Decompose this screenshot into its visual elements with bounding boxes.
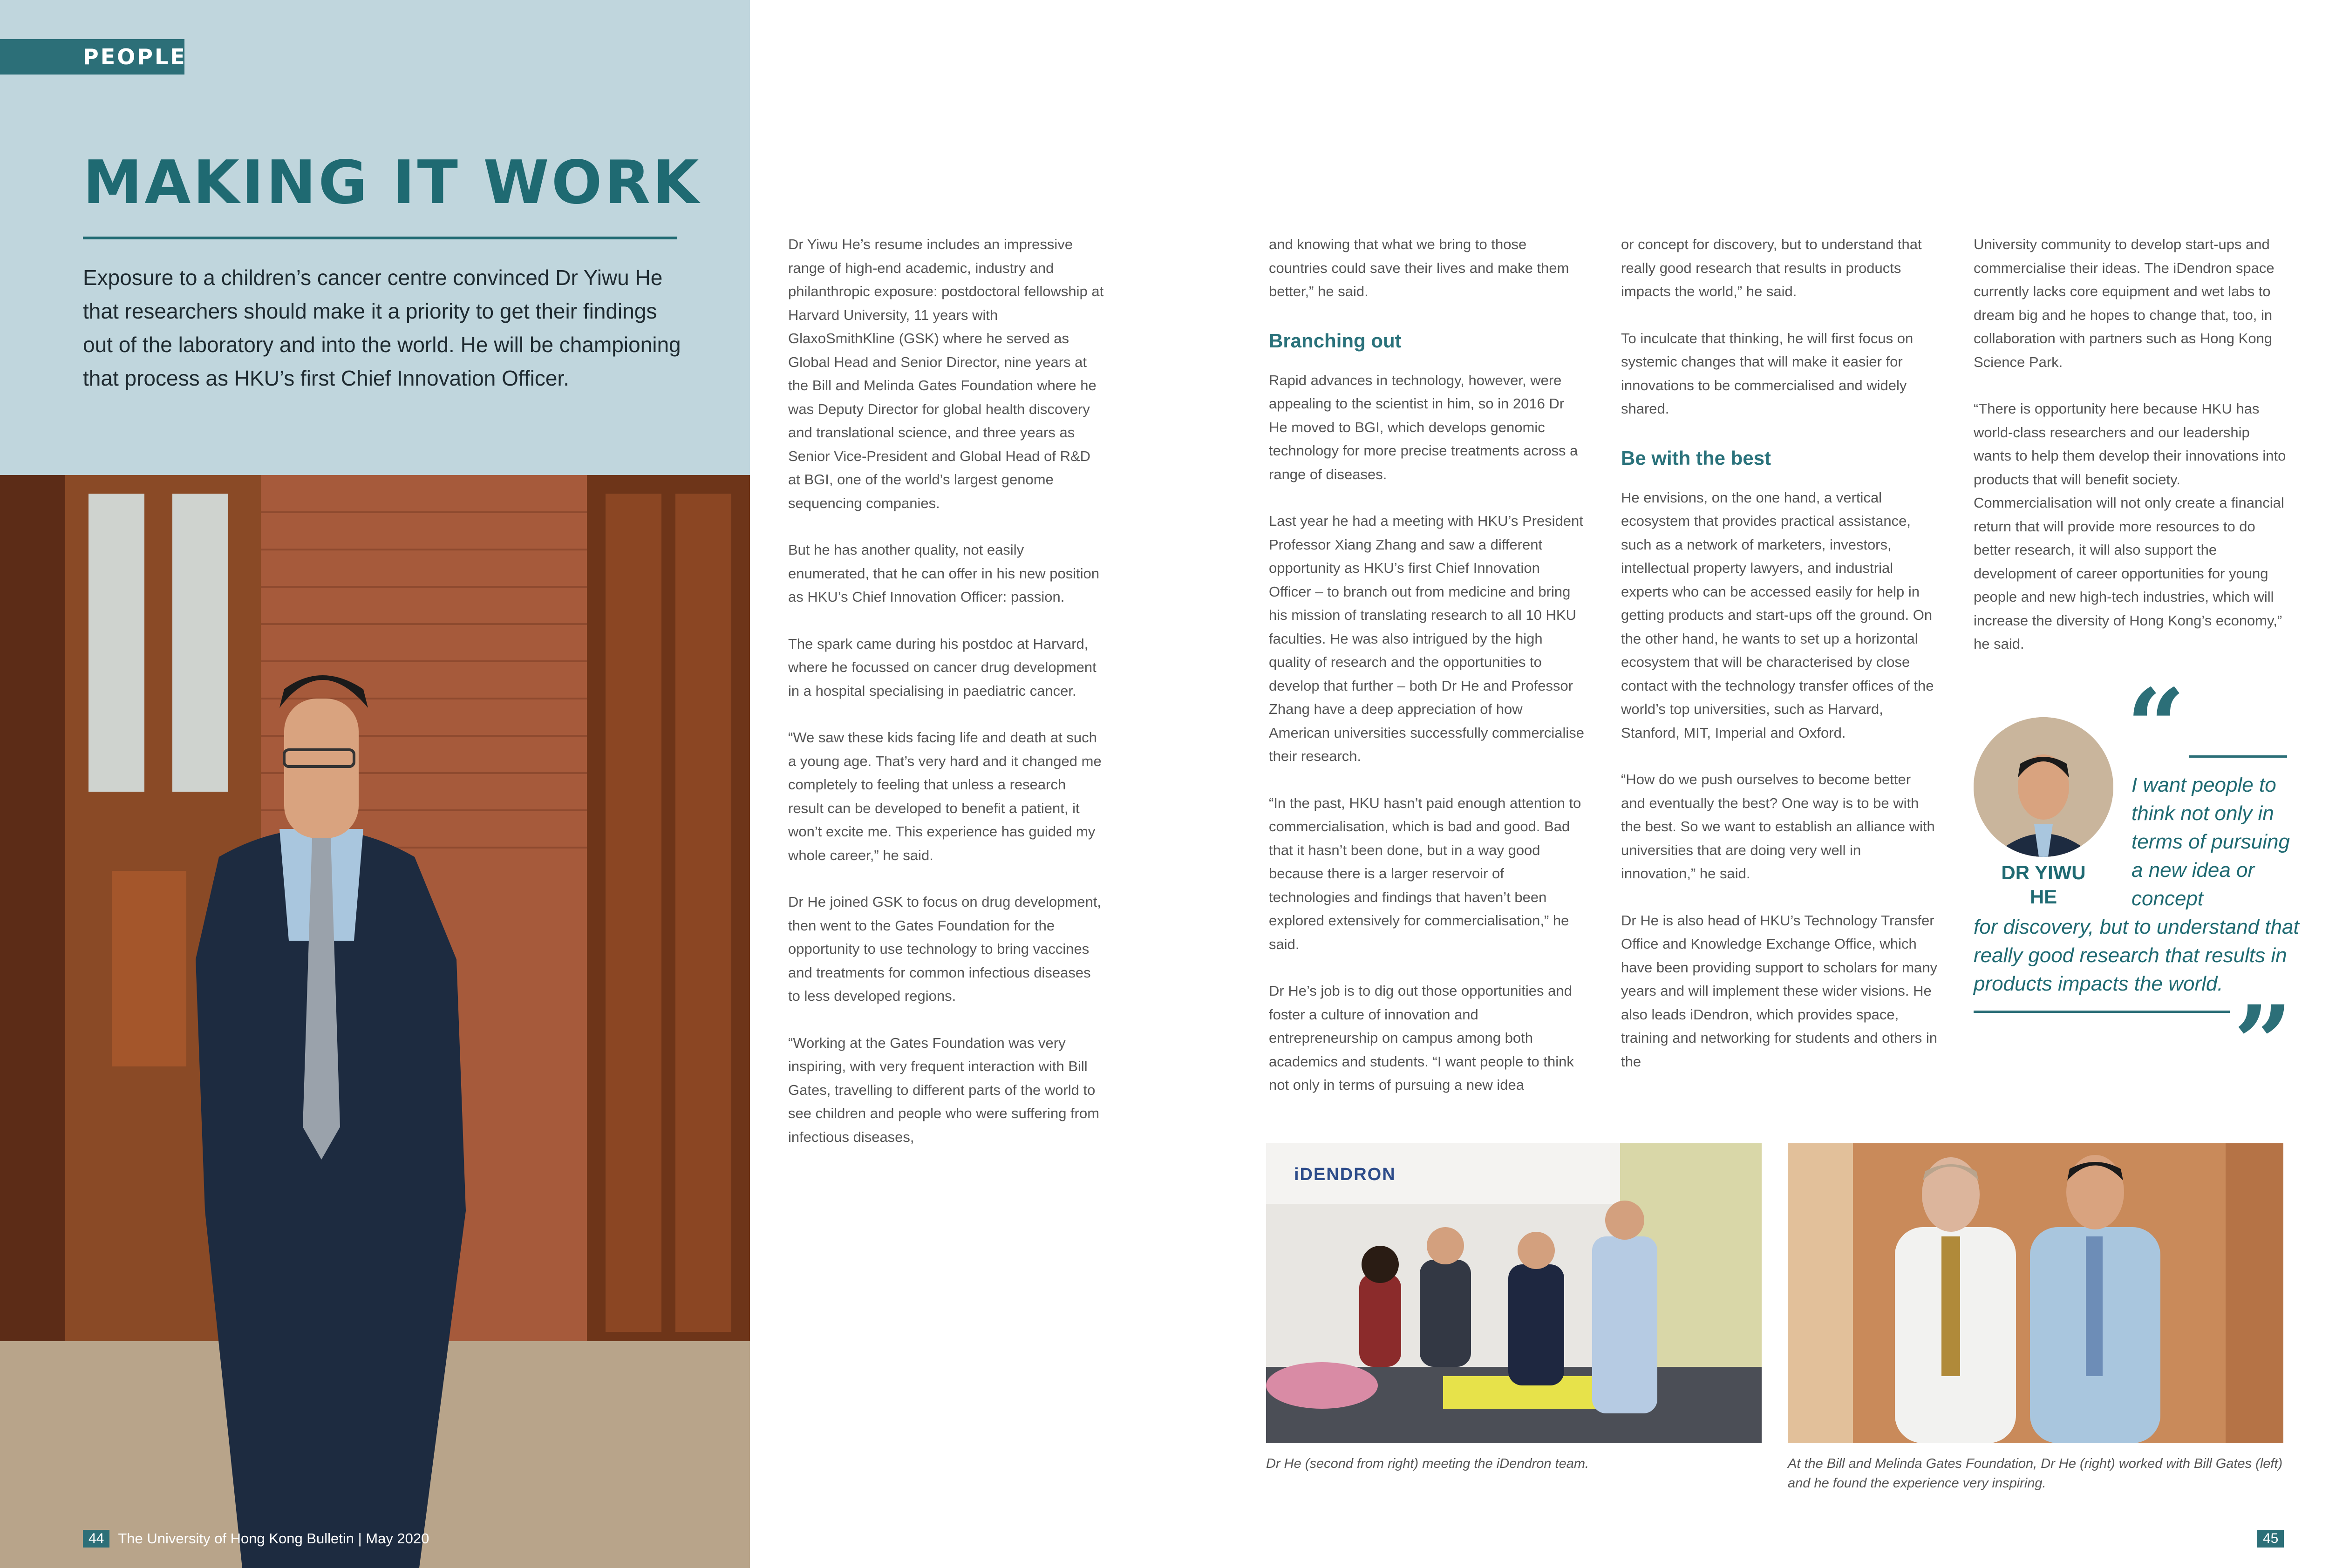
pullquote-text-part2: for discovery, but to understand that really good research that results in products impacts the world.	[1974, 916, 2299, 995]
idendron-sign: iDENDRON	[1294, 1165, 1396, 1184]
subhead-branching-out: Branching out	[1269, 329, 1402, 352]
paragraph: “How do we push ourselves to become better and eventually the best? One way is to be with the best. So we want to establish an alliance with universities that are doing very well in innovation,” he said.	[1621, 771, 1935, 882]
paragraph: or concept for discovery, but to understand that really good research that results in products impacts the world,” he said.	[1621, 236, 1922, 299]
column-1	[788, 233, 1105, 1172]
pullquote-rule-bottom	[1974, 1011, 2230, 1013]
article-standfirst: Exposure to a children’s cancer centre convinced Dr Yiwu He that researchers should make it a priority to get their findings out of the laboratory and into the world. He will be championing that process as HKU’s first Chief Innovation Officer.	[83, 265, 681, 390]
paragraph: The spark came during his postdoc at Harvard, where he focussed on cancer drug development in a hospital specialising in paediatric cancer.	[788, 635, 1096, 699]
paragraph: Last year he had a meeting with HKU’s President Professor Xiang Zhang and saw a different opportunity as HKU’s first Chief Innovation Officer – to branch out from medicine and bring his mission of translating research to all 10 HKU faculties. He was also intrigued by the high quality of research and the opportunities to develop that further – both Dr He and Professor Zhang have a deep appreciation of how American universities successfully commercialise their research.	[1269, 513, 1585, 764]
page-number-left: 44	[83, 1530, 109, 1548]
photo-caption-1: Dr He (second from right) meeting the iDendron team.	[1266, 1456, 1589, 1471]
column-4	[1974, 233, 2290, 679]
photo-caption-2: At the Bill and Melinda Gates Foundation, Dr He (right) worked with Bill Gates (left) and he found the experience very inspiring.	[1788, 1456, 2283, 1491]
pullquote-name-line1: DR YIWU	[2001, 862, 2086, 883]
paragraph: Dr He joined GSK to focus on drug development, then went to the Gates Foundation for the opportunity to use technology to bring vaccines and treatments for common infectious diseases to less developed regions.	[788, 894, 1102, 1004]
footer-left	[83, 1530, 429, 1548]
footer-right	[2257, 1530, 2284, 1548]
subhead-be-with-the-best: Be with the best	[1621, 447, 1771, 469]
headline-rule	[83, 237, 677, 239]
page-number-right: 45	[2257, 1530, 2284, 1548]
paragraph: “There is opportunity here because HKU has world-class researchers and our leadership wants to help them develop their innovations into products that will benefit society. Commercialisation will not only create a financial return that will provide more resources to do better research, it will also support the development of career opportunities for young people and new high-tech industries, which will increase the diversity of Hong Kong’s economy,” he said.	[1974, 400, 2286, 652]
section-tag	[0, 39, 187, 75]
section-tag-label: PEOPLE	[83, 44, 187, 69]
close-quote-icon: ”	[2234, 983, 2293, 1103]
gates-photo	[1788, 1143, 2283, 1443]
paragraph: “Working at the Gates Foundation was very inspiring, with very frequent interaction with Bill Gates, travelling to different parts of the world to see children and people who were suffering from infectious diseases,	[788, 1034, 1100, 1145]
paragraph: He envisions, on the one hand, a vertical ecosystem that provides practical assistance, such as a network of marketers, investors, intellectual property lawyers, and industrial experts who can be accessed easily for help in getting products and start-ups off the ground. On the other hand, he wants to set up a horizontal ecosystem that will be characterised by close contact with the technology transfer offices of the world’s top universities, such as Harvard, Stanford, MIT, Imperial and Oxford.	[1621, 489, 1934, 741]
paragraph: Dr Yiwu He’s resume includes an impressive range of high-end academic, industry and philanthropic exposure: postdoctoral fellowship at Harvard University, 11 years with GlaxoSmithKline (GSK) where he served as Global Head and Senior Director, nine years at the Bill and Melinda Gates Foundation where he was Deputy Director for global health discovery and translational science, and three years as Senior Vice-President and Global Head of R&D at BGI, one of the world’s largest genome sequencing companies.	[788, 236, 1104, 511]
pullquote-text-part1: I want people to think not only in terms of pursuing a new idea or concept	[2132, 774, 2290, 910]
column-3	[1621, 233, 1938, 1097]
pullquote-name	[1977, 861, 2110, 909]
paragraph: Rapid advances in technology, however, were appealing to the scientist in him, so in 2016 Dr He moved to BGI, which develops genomic technology for more precise treatments across a range of diseases.	[1269, 372, 1578, 482]
article-headline: MAKING IT WORK	[83, 148, 701, 217]
paragraph: Dr He is also head of HKU’s Technology Transfer Office and Knowledge Exchange Office, which have been providing support to scholars for many years and will implement these wider visions. He also leads iDendron, which provides space, training and networking for students and others in the	[1621, 912, 1937, 1070]
paragraph: Dr He’s job is to dig out those opportunities and foster a culture of innovation and entrepreneurship on campus among both academics and students. “I want people to think not only in terms of pursuing a new idea	[1269, 983, 1574, 1093]
paragraph: But he has another quality, not easily enumerated, that he can offer in his new position as HKU’s Chief Innovation Officer: passion.	[788, 542, 1100, 605]
pullquote-name-line2: HE	[2029, 886, 2057, 908]
publication-line: The University of Hong Kong Bulletin | May 2020	[118, 1530, 429, 1547]
paragraph: and knowing that what we bring to those countries could save their lives and make them better,” he said.	[1269, 236, 1569, 299]
column-2	[1269, 233, 1586, 1120]
pullquote-rule-top	[2189, 755, 2287, 758]
paragraph: University community to develop start-ups and commercialise their ideas. The iDendron space currently lacks core equipment and wet labs to dream big and he hopes to change that, too, in collaboration with partners such as Hong Kong Science Park.	[1974, 236, 2275, 370]
pullquote-headshot	[1974, 717, 2113, 857]
paragraph: To inculcate that thinking, he will first focus on systemic changes that will make it easier for innovations to be commercialised and widely shared.	[1621, 330, 1914, 417]
paragraph: “In the past, HKU hasn’t paid enough attention to commercialisation, which is bad and good. Bad that it hasn’t been done, but in a way good because there is a larger reservoir of technologies and findings that haven’t been explored extensively for commercialisation,” he said.	[1269, 794, 1581, 952]
paragraph: “We saw these kids facing life and death at such a young age. That’s very hard and it changed me completely to feeling that unless a research result can be developed to benefit a patient, it won’t excite me. This experience has guided my whole career,” he said.	[788, 729, 1102, 863]
portrait-photo	[0, 475, 750, 1568]
open-quote-icon: “	[2126, 666, 2186, 787]
idendron-meeting-photo	[1266, 1143, 1762, 1443]
